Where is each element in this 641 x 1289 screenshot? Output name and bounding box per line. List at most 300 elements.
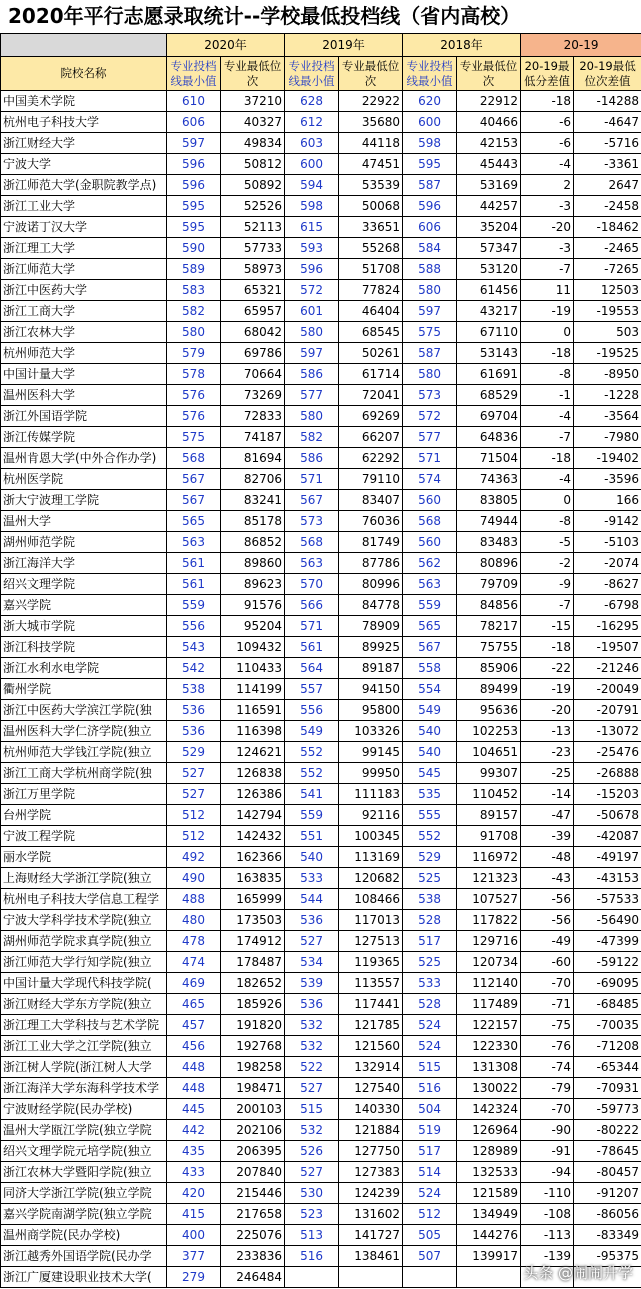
score-2018-cell: 563 xyxy=(403,574,457,595)
score-2020-cell: 420 xyxy=(167,1183,221,1204)
score-2019-cell: 571 xyxy=(285,616,339,637)
table-row xyxy=(1,196,641,217)
score-2020-cell: 469 xyxy=(167,973,221,994)
score-2020-cell: 567 xyxy=(167,469,221,490)
rank-2020-cell: 233836 xyxy=(221,1246,285,1267)
rank-2019-cell: 61714 xyxy=(339,364,403,385)
score-2018-cell: 584 xyxy=(403,238,457,259)
school-name-cell: 浙江中医药大学 xyxy=(1,280,167,301)
score-2019-cell: 557 xyxy=(285,679,339,700)
rank-2019-cell: 69269 xyxy=(339,406,403,427)
header-score-2020: 专业投档线最小值 xyxy=(167,57,221,91)
diff-rank-cell: -56490 xyxy=(574,910,641,931)
table-row xyxy=(1,448,641,469)
diff-score-cell: -9 xyxy=(521,574,574,595)
score-2020-cell: 575 xyxy=(167,427,221,448)
school-name-cell: 浙江中医药大学滨江学院(独 xyxy=(1,700,167,721)
rank-2019-cell: 127750 xyxy=(339,1141,403,1162)
rank-2018-cell: 129716 xyxy=(457,931,521,952)
rank-2020-cell: 89860 xyxy=(221,553,285,574)
score-2019-cell: 532 xyxy=(285,1015,339,1036)
rank-2018-cell: 42153 xyxy=(457,133,521,154)
score-2020-cell: 538 xyxy=(167,679,221,700)
score-2018-cell: 545 xyxy=(403,763,457,784)
diff-rank-cell: -3564 xyxy=(574,406,641,427)
rank-2018-cell: 43217 xyxy=(457,301,521,322)
score-2020-cell: 565 xyxy=(167,511,221,532)
table-row xyxy=(1,889,641,910)
table-row xyxy=(1,910,641,931)
header-score-2019: 专业投档线最小值 xyxy=(285,57,339,91)
rank-2018-cell: 130022 xyxy=(457,1078,521,1099)
score-2020-cell: 561 xyxy=(167,574,221,595)
score-2018-cell: 538 xyxy=(403,889,457,910)
diff-score-cell: -56 xyxy=(521,889,574,910)
diff-rank-cell: -3361 xyxy=(574,154,641,175)
rank-2020-cell: 82706 xyxy=(221,469,285,490)
rank-2019-cell: 117013 xyxy=(339,910,403,931)
score-2018-cell: 595 xyxy=(403,154,457,175)
score-2018-cell: 573 xyxy=(403,385,457,406)
rank-2019-cell: 127383 xyxy=(339,1162,403,1183)
score-2019-cell: 527 xyxy=(285,1078,339,1099)
school-name-cell: 宁波工程学院 xyxy=(1,826,167,847)
score-2019-cell: 603 xyxy=(285,133,339,154)
score-2020-cell: 542 xyxy=(167,658,221,679)
score-2019-cell: 532 xyxy=(285,1036,339,1057)
diff-rank-cell: -50678 xyxy=(574,805,641,826)
score-2019-cell: 567 xyxy=(285,490,339,511)
rank-2018-cell: 139917 xyxy=(457,1246,521,1267)
diff-rank-cell: -68485 xyxy=(574,994,641,1015)
corner-cell xyxy=(1,34,167,57)
rank-2018-cell: 89157 xyxy=(457,805,521,826)
table-row xyxy=(1,658,641,679)
diff-rank-cell: 166 xyxy=(574,490,641,511)
rank-2019-cell: 132914 xyxy=(339,1057,403,1078)
school-name-cell: 绍兴文理学院元培学院(独立 xyxy=(1,1141,167,1162)
score-2018-cell: 574 xyxy=(403,469,457,490)
diff-score-cell: -48 xyxy=(521,847,574,868)
score-2020-cell: 596 xyxy=(167,175,221,196)
diff-score-cell: -2 xyxy=(521,553,574,574)
score-2020-cell: 445 xyxy=(167,1099,221,1120)
rank-2020-cell: 126386 xyxy=(221,784,285,805)
score-2020-cell: 610 xyxy=(167,91,221,112)
score-2019-cell: 600 xyxy=(285,154,339,175)
score-2018-cell: 560 xyxy=(403,532,457,553)
score-2019-cell: 572 xyxy=(285,280,339,301)
rank-2018-cell: 53169 xyxy=(457,175,521,196)
rank-2020-cell: 178487 xyxy=(221,952,285,973)
school-name-cell: 浙江工商大学 xyxy=(1,301,167,322)
rank-2020-cell: 182652 xyxy=(221,973,285,994)
rank-2020-cell: 110433 xyxy=(221,658,285,679)
rank-2018-cell: 120734 xyxy=(457,952,521,973)
rank-2020-cell: 116591 xyxy=(221,700,285,721)
school-name-cell: 浙江水利水电学院 xyxy=(1,658,167,679)
diff-score-cell: -90 xyxy=(521,1120,574,1141)
diff-score-cell: -6 xyxy=(521,133,574,154)
school-name-cell: 中国美术学院 xyxy=(1,91,167,112)
diff-rank-cell: -95375 xyxy=(574,1246,641,1267)
school-name-cell: 宁波大学 xyxy=(1,154,167,175)
diff-rank-cell: -8950 xyxy=(574,364,641,385)
rank-2020-cell: 174912 xyxy=(221,931,285,952)
score-2018-cell: 598 xyxy=(403,133,457,154)
table-row xyxy=(1,574,641,595)
school-name-cell: 浙江理工大学科技与艺术学院 xyxy=(1,1015,167,1036)
score-2020-cell: 529 xyxy=(167,742,221,763)
score-2020-cell: 492 xyxy=(167,847,221,868)
score-2018-cell: 519 xyxy=(403,1120,457,1141)
rank-2019-cell: 92116 xyxy=(339,805,403,826)
diff-rank-cell: -49197 xyxy=(574,847,641,868)
rank-2020-cell: 89623 xyxy=(221,574,285,595)
header-diff-rank: 20-19最低位次差值 xyxy=(574,57,641,91)
score-2019-cell: 549 xyxy=(285,721,339,742)
score-2019-cell: 577 xyxy=(285,385,339,406)
score-2019-cell: 552 xyxy=(285,742,339,763)
rank-2019-cell: 111183 xyxy=(339,784,403,805)
diff-rank-cell: -9142 xyxy=(574,511,641,532)
rank-2019-cell: 120682 xyxy=(339,868,403,889)
diff-score-cell: -1 xyxy=(521,385,574,406)
table-row xyxy=(1,1099,641,1120)
score-2020-cell: 435 xyxy=(167,1141,221,1162)
score-2018-cell: 533 xyxy=(403,973,457,994)
school-name-cell: 温州医科大学 xyxy=(1,385,167,406)
school-name-cell: 丽水学院 xyxy=(1,847,167,868)
table-row xyxy=(1,259,641,280)
diff-rank-cell: 12503 xyxy=(574,280,641,301)
rank-2019-cell: 108466 xyxy=(339,889,403,910)
header-2019: 2019年 xyxy=(285,34,403,57)
rank-2018-cell: 128989 xyxy=(457,1141,521,1162)
diff-rank-cell: -20049 xyxy=(574,679,641,700)
score-2020-cell: 279 xyxy=(167,1267,221,1288)
rank-2019-cell: 95800 xyxy=(339,700,403,721)
school-name-cell: 浙江海洋大学东海科学技术学 xyxy=(1,1078,167,1099)
score-2018-cell: 528 xyxy=(403,994,457,1015)
score-2020-cell: 527 xyxy=(167,784,221,805)
diff-rank-cell: -14288 xyxy=(574,91,641,112)
rank-2019-cell: 76036 xyxy=(339,511,403,532)
school-name-cell: 同济大学浙江学院(独立学院 xyxy=(1,1183,167,1204)
rank-2019-cell xyxy=(339,1267,403,1288)
table-row xyxy=(1,721,641,742)
score-2020-cell: 457 xyxy=(167,1015,221,1036)
score-2020-cell: 448 xyxy=(167,1057,221,1078)
score-2019-cell: 582 xyxy=(285,427,339,448)
diff-rank-cell: -43153 xyxy=(574,868,641,889)
score-2020-cell: 433 xyxy=(167,1162,221,1183)
score-2020-cell: 456 xyxy=(167,1036,221,1057)
score-2018-cell: 587 xyxy=(403,175,457,196)
rank-2018-cell: 85906 xyxy=(457,658,521,679)
table-row xyxy=(1,385,641,406)
diff-score-cell: -25 xyxy=(521,763,574,784)
school-name-cell: 浙江传媒学院 xyxy=(1,427,167,448)
diff-score-cell: 0 xyxy=(521,490,574,511)
rank-2020-cell: 246484 xyxy=(221,1267,285,1288)
score-2018-cell: 504 xyxy=(403,1099,457,1120)
rank-2018-cell: 69704 xyxy=(457,406,521,427)
table-row xyxy=(1,826,641,847)
rank-2019-cell: 50261 xyxy=(339,343,403,364)
school-name-cell: 浙江农林大学 xyxy=(1,322,167,343)
school-name-cell: 浙江工业大学之江学院(独立 xyxy=(1,1036,167,1057)
diff-rank-cell: -4647 xyxy=(574,112,641,133)
diff-rank-cell: -80222 xyxy=(574,1120,641,1141)
rank-2020-cell: 225076 xyxy=(221,1225,285,1246)
score-2020-cell: 442 xyxy=(167,1120,221,1141)
rank-2019-cell: 89187 xyxy=(339,658,403,679)
rank-2019-cell: 79110 xyxy=(339,469,403,490)
table-row xyxy=(1,1183,641,1204)
diff-score-cell: -7 xyxy=(521,427,574,448)
score-2019-cell: 516 xyxy=(285,1246,339,1267)
rank-2020-cell: 83241 xyxy=(221,490,285,511)
table-row xyxy=(1,112,641,133)
score-2018-cell: 517 xyxy=(403,931,457,952)
diff-score-cell: -20 xyxy=(521,700,574,721)
score-2018-cell: 528 xyxy=(403,910,457,931)
rank-2019-cell: 141727 xyxy=(339,1225,403,1246)
school-name-cell: 中国计量大学现代科技学院( xyxy=(1,973,167,994)
diff-rank-cell: -7980 xyxy=(574,427,641,448)
score-2020-cell: 556 xyxy=(167,616,221,637)
rank-2018-cell: 131308 xyxy=(457,1057,521,1078)
score-2018-cell: 512 xyxy=(403,1204,457,1225)
score-2020-cell: 568 xyxy=(167,448,221,469)
diff-score-cell: -18 xyxy=(521,91,574,112)
diff-score-cell: -18 xyxy=(521,343,574,364)
table-row xyxy=(1,364,641,385)
school-name-cell: 温州大学 xyxy=(1,511,167,532)
diff-rank-cell: -19402 xyxy=(574,448,641,469)
rank-2019-cell: 103326 xyxy=(339,721,403,742)
score-2019-cell: 598 xyxy=(285,196,339,217)
score-2020-cell: 595 xyxy=(167,196,221,217)
score-2019-cell: 593 xyxy=(285,238,339,259)
diff-score-cell: -22 xyxy=(521,658,574,679)
score-2018-cell: 554 xyxy=(403,679,457,700)
rank-2018-cell: 95636 xyxy=(457,700,521,721)
rank-2020-cell: 198471 xyxy=(221,1078,285,1099)
diff-score-cell: -71 xyxy=(521,994,574,1015)
school-name-cell: 浙江工业大学 xyxy=(1,196,167,217)
rank-2020-cell: 165999 xyxy=(221,889,285,910)
score-2019-cell: 536 xyxy=(285,910,339,931)
rank-2019-cell: 127513 xyxy=(339,931,403,952)
rank-2018-cell: 64836 xyxy=(457,427,521,448)
rank-2019-cell: 140330 xyxy=(339,1099,403,1120)
table-row xyxy=(1,217,641,238)
rank-2018-cell: 83805 xyxy=(457,490,521,511)
table-row xyxy=(1,700,641,721)
rank-2018-cell: 117822 xyxy=(457,910,521,931)
school-name-cell: 温州大学瓯江学院(独立学院 xyxy=(1,1120,167,1141)
watermark: 头条 @闹闹升学 xyxy=(523,1264,633,1282)
score-2020-cell: 596 xyxy=(167,154,221,175)
rank-2019-cell: 53539 xyxy=(339,175,403,196)
score-2020-cell: 559 xyxy=(167,595,221,616)
score-2019-cell: 597 xyxy=(285,343,339,364)
score-2019-cell: 571 xyxy=(285,469,339,490)
score-2018-cell: 577 xyxy=(403,427,457,448)
diff-score-cell: -4 xyxy=(521,469,574,490)
diff-rank-cell: -2074 xyxy=(574,553,641,574)
score-2018-cell: 514 xyxy=(403,1162,457,1183)
table-row xyxy=(1,406,641,427)
rank-2019-cell: 99950 xyxy=(339,763,403,784)
diff-rank-cell: -19507 xyxy=(574,637,641,658)
rank-2018-cell: 102253 xyxy=(457,721,521,742)
school-name-cell: 浙江树人学院(浙江树人大学 xyxy=(1,1057,167,1078)
rank-2018-cell: 71504 xyxy=(457,448,521,469)
score-2020-cell: 377 xyxy=(167,1246,221,1267)
score-2019-cell: 580 xyxy=(285,406,339,427)
score-2020-cell: 490 xyxy=(167,868,221,889)
score-2019-cell: 551 xyxy=(285,826,339,847)
rank-2020-cell: 207840 xyxy=(221,1162,285,1183)
rank-2018-cell: 122157 xyxy=(457,1015,521,1036)
school-name-cell: 杭州医学院 xyxy=(1,469,167,490)
diff-score-cell: -91 xyxy=(521,1141,574,1162)
score-2019-cell: 541 xyxy=(285,784,339,805)
score-2020-cell: 578 xyxy=(167,364,221,385)
diff-rank-cell: -6798 xyxy=(574,595,641,616)
diff-rank-cell: -5716 xyxy=(574,133,641,154)
table-row xyxy=(1,637,641,658)
rank-2020-cell: 58973 xyxy=(221,259,285,280)
score-2018-cell: 620 xyxy=(403,91,457,112)
rank-2018-cell: 89499 xyxy=(457,679,521,700)
rank-2018-cell: 99307 xyxy=(457,763,521,784)
diff-rank-cell: -57533 xyxy=(574,889,641,910)
rank-2018-cell: 83483 xyxy=(457,532,521,553)
rank-2018-cell: 91708 xyxy=(457,826,521,847)
table-row xyxy=(1,1078,641,1099)
score-2020-cell: 561 xyxy=(167,553,221,574)
score-2019-cell xyxy=(285,1267,339,1288)
rank-2018-cell: 144276 xyxy=(457,1225,521,1246)
score-2020-cell: 597 xyxy=(167,133,221,154)
diff-score-cell: -8 xyxy=(521,511,574,532)
diff-rank-cell: -65344 xyxy=(574,1057,641,1078)
score-2018-cell: 568 xyxy=(403,511,457,532)
score-2019-cell: 570 xyxy=(285,574,339,595)
rank-2020-cell: 162366 xyxy=(221,847,285,868)
diff-rank-cell: -21246 xyxy=(574,658,641,679)
diff-rank-cell: -20791 xyxy=(574,700,641,721)
table-row xyxy=(1,1120,641,1141)
diff-rank-cell: -8627 xyxy=(574,574,641,595)
diff-rank-cell: -25476 xyxy=(574,742,641,763)
score-2018-cell: 535 xyxy=(403,784,457,805)
header-rank-2018: 专业最低位次 xyxy=(457,57,521,91)
score-2020-cell: 536 xyxy=(167,721,221,742)
rank-2019-cell: 124239 xyxy=(339,1183,403,1204)
rank-2020-cell: 72833 xyxy=(221,406,285,427)
school-name-cell: 浙江财经大学东方学院(独立 xyxy=(1,994,167,1015)
rank-2020-cell: 40327 xyxy=(221,112,285,133)
score-2019-cell: 536 xyxy=(285,994,339,1015)
rank-2019-cell: 46404 xyxy=(339,301,403,322)
diff-rank-cell: -2465 xyxy=(574,238,641,259)
table-row xyxy=(1,322,641,343)
score-2018-cell: 575 xyxy=(403,322,457,343)
score-2019-cell: 544 xyxy=(285,889,339,910)
score-2018-cell: 596 xyxy=(403,196,457,217)
rank-2020-cell: 52113 xyxy=(221,217,285,238)
table-row xyxy=(1,763,641,784)
rank-2019-cell: 113169 xyxy=(339,847,403,868)
diff-score-cell: -18 xyxy=(521,637,574,658)
school-name-cell: 浙江师范大学行知学院(独立 xyxy=(1,952,167,973)
score-2018-cell: 559 xyxy=(403,595,457,616)
score-2019-cell: 594 xyxy=(285,175,339,196)
school-name-cell: 浙江越秀外国语学院(民办学 xyxy=(1,1246,167,1267)
header-diff-score: 20-19最低分差值 xyxy=(521,57,574,91)
rank-2019-cell: 117441 xyxy=(339,994,403,1015)
diff-score-cell: -3 xyxy=(521,196,574,217)
rank-2020-cell: 124621 xyxy=(221,742,285,763)
score-2019-cell: 568 xyxy=(285,532,339,553)
rank-2020-cell: 116398 xyxy=(221,721,285,742)
school-name-cell: 杭州师范大学钱江学院(独立 xyxy=(1,742,167,763)
score-2019-cell: 612 xyxy=(285,112,339,133)
rank-2018-cell: 67110 xyxy=(457,322,521,343)
rank-2018-cell: 68529 xyxy=(457,385,521,406)
rank-2018-cell: 61691 xyxy=(457,364,521,385)
score-2018-cell: 529 xyxy=(403,847,457,868)
diff-score-cell: -70 xyxy=(521,1099,574,1120)
rank-2020-cell: 37210 xyxy=(221,91,285,112)
rank-2018-cell: 112140 xyxy=(457,973,521,994)
rank-2019-cell: 81749 xyxy=(339,532,403,553)
school-name-cell: 浙江广厦建设职业技术大学( xyxy=(1,1267,167,1288)
score-2020-cell: 512 xyxy=(167,826,221,847)
diff-score-cell: -6 xyxy=(521,112,574,133)
rank-2018-cell: 84856 xyxy=(457,595,521,616)
diff-score-cell: -70 xyxy=(521,973,574,994)
header-2018: 2018年 xyxy=(403,34,521,57)
header-2020: 2020年 xyxy=(167,34,285,57)
school-name-cell: 嘉兴学院南湖学院(独立学院 xyxy=(1,1204,167,1225)
school-name-cell: 温州商学院(民办学校) xyxy=(1,1225,167,1246)
score-2020-cell: 589 xyxy=(167,259,221,280)
school-name-cell: 中国计量大学 xyxy=(1,364,167,385)
rank-2018-cell: 53120 xyxy=(457,259,521,280)
school-name-cell: 宁波诺丁汉大学 xyxy=(1,217,167,238)
table-body xyxy=(1,91,641,1288)
school-name-cell: 浙江师范大学 xyxy=(1,259,167,280)
rank-2018-cell: 107527 xyxy=(457,889,521,910)
diff-rank-cell: -71208 xyxy=(574,1036,641,1057)
score-2020-cell: 415 xyxy=(167,1204,221,1225)
diff-rank-cell: -19525 xyxy=(574,343,641,364)
diff-rank-cell: -3596 xyxy=(574,469,641,490)
score-2020-cell: 474 xyxy=(167,952,221,973)
score-2019-cell: 539 xyxy=(285,973,339,994)
score-2019-cell: 596 xyxy=(285,259,339,280)
score-2020-cell: 590 xyxy=(167,238,221,259)
score-2020-cell: 480 xyxy=(167,910,221,931)
rank-2020-cell: 49834 xyxy=(221,133,285,154)
table-row xyxy=(1,931,641,952)
